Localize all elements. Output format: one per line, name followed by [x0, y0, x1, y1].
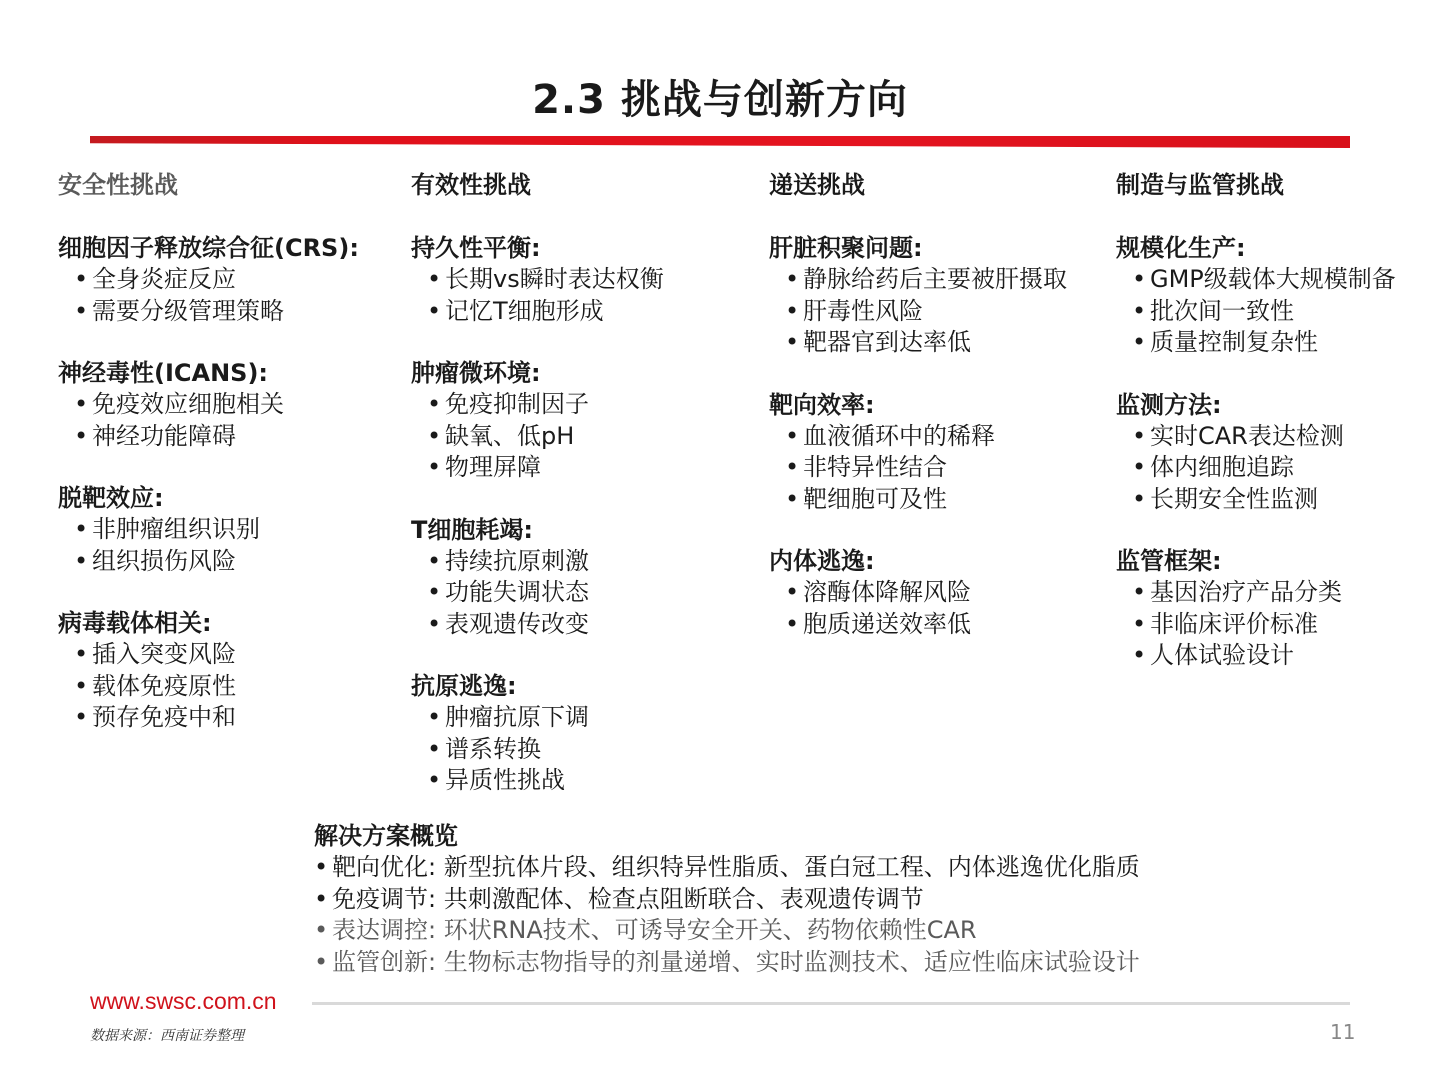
group-title: 抗原逃逸:: [411, 672, 517, 700]
column-manufacturing: [1116, 170, 1396, 702]
bullet-item: • 需要分级管理策略: [58, 296, 359, 328]
group-title: 规模化生产:: [1116, 234, 1246, 262]
bullet-item: • 非肿瘤组织识别: [58, 514, 359, 546]
title-accent-bar: [90, 136, 1350, 148]
group-title: 肝脏积聚问题:: [769, 234, 923, 262]
column-delivery: [769, 170, 1067, 670]
bullet-item: • 缺氧、低pH: [411, 421, 664, 453]
bullet-item: • 肿瘤抗原下调: [411, 702, 664, 734]
column-safety: [58, 170, 359, 764]
bullet-item: • 靶器官到达率低: [769, 327, 1067, 359]
group-title: 靶向效率:: [769, 390, 875, 419]
group-title: 细胞因子释放综合征(CRS):: [58, 234, 359, 262]
column-heading: 制造与监管挑战: [1116, 171, 1284, 199]
bullet-item: • 物理屏障: [411, 452, 664, 484]
bullet-item: • 持续抗原刺激: [411, 546, 664, 578]
challenge-group: [58, 232, 359, 327]
challenge-group: [769, 389, 1067, 516]
group-title: 病毒载体相关:: [58, 609, 212, 637]
bullet-item: • 组织损伤风险: [58, 546, 359, 578]
bullet-item: • 体内细胞追踪: [1116, 452, 1396, 484]
group-title: 内体逃逸:: [769, 547, 875, 575]
challenge-group: [411, 357, 664, 484]
summary-item: • 监管创新: 生物标志物指导的剂量递增、实时监测技术、适应性临床试验设计: [314, 947, 1140, 979]
challenge-group: [1116, 232, 1396, 359]
bullet-item: • 实时CAR表达检测: [1116, 421, 1396, 453]
bullet-item: • 非特异性结合: [769, 452, 1067, 484]
bullet-item: • 神经功能障碍: [58, 421, 359, 453]
page-title: 2.3 挑战与创新方向: [532, 77, 908, 123]
challenge-group: [58, 357, 359, 452]
bullet-item: • 基因治疗产品分类: [1116, 577, 1396, 609]
bullet-item: • 记忆T细胞形成: [411, 296, 664, 328]
bullet-item: • 功能失调状态: [411, 577, 664, 609]
group-title: 监测方法:: [1116, 390, 1222, 419]
group-title: 持久性平衡:: [411, 234, 541, 262]
bullet-item: • 批次间一致性: [1116, 296, 1396, 328]
footer-source-note: 数据来源：西南证券整理: [90, 1028, 244, 1044]
bullet-item: • 质量控制复杂性: [1116, 327, 1396, 359]
bullet-item: • 免疫抑制因子: [411, 389, 664, 421]
bullet-item: • 靶细胞可及性: [769, 484, 1067, 516]
challenge-group: [769, 545, 1067, 640]
bullet-item: • 胞质递送效率低: [769, 609, 1067, 641]
bullet-item: • 长期vs瞬时表达权衡: [411, 264, 664, 296]
challenge-group: [58, 607, 359, 734]
bullet-item: • 表观遗传改变: [411, 609, 664, 641]
solution-summary: [314, 820, 1140, 978]
bullet-item: • 静脉给药后主要被肝摄取: [769, 264, 1067, 296]
bullet-item: • 插入突变风险: [58, 639, 359, 671]
summary-item: • 表达调控: 环状RNA技术、可诱导安全开关、药物依赖性CAR: [314, 915, 1140, 947]
bullet-item: • 肝毒性风险: [769, 296, 1067, 328]
column-heading: 递送挑战: [769, 171, 865, 199]
group-title: 神经毒性(ICANS):: [58, 359, 269, 387]
group-title: 肿瘤微环境:: [411, 359, 541, 387]
bullet-item: • 溶酶体降解风险: [769, 577, 1067, 609]
challenge-group: [411, 232, 664, 327]
challenge-group: [769, 232, 1067, 359]
footer-website-link[interactable]: www.swsc.com.cn: [90, 988, 277, 1014]
challenge-group: [1116, 389, 1396, 516]
bullet-item: • GMP级载体大规模制备: [1116, 264, 1396, 296]
challenge-group: [1116, 545, 1396, 672]
bullet-item: • 人体试验设计: [1116, 640, 1396, 672]
bullet-item: • 免疫效应细胞相关: [58, 389, 359, 421]
bullet-item: • 载体免疫原性: [58, 671, 359, 703]
bullet-item: • 血液循环中的稀释: [769, 421, 1067, 453]
bullet-item: • 谱系转换: [411, 734, 664, 766]
bullet-item: • 异质性挑战: [411, 765, 664, 797]
bullet-item: • 非临床评价标准: [1116, 609, 1396, 641]
page-number: 11: [1330, 1020, 1356, 1044]
column-efficacy: [411, 170, 664, 827]
challenge-group: [58, 482, 359, 577]
bullet-item: • 全身炎症反应: [58, 264, 359, 296]
column-heading: 安全性挑战: [58, 171, 178, 199]
group-title: T细胞耗竭:: [411, 515, 533, 544]
column-heading: 有效性挑战: [411, 171, 531, 199]
footer-divider: [312, 1002, 1350, 1005]
group-title: 脱靶效应:: [58, 484, 164, 512]
challenge-group: [411, 670, 664, 797]
summary-item: • 免疫调节: 共刺激配体、检查点阻断联合、表观遗传调节: [314, 884, 1140, 916]
summary-title: 解决方案概览: [314, 822, 458, 850]
bullet-item: • 预存免疫中和: [58, 702, 359, 734]
summary-item: • 靶向优化: 新型抗体片段、组织特异性脂质、蛋白冠工程、内体逃逸优化脂质: [314, 852, 1140, 884]
group-title: 监管框架:: [1116, 547, 1222, 575]
challenge-group: [411, 514, 664, 641]
bullet-item: • 长期安全性监测: [1116, 484, 1396, 516]
